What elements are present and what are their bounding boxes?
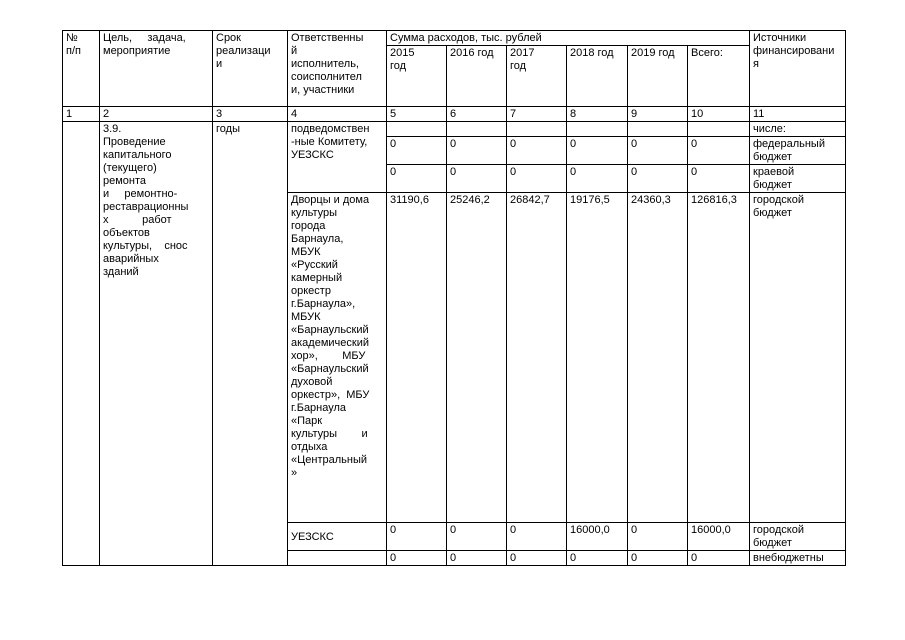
responsible-cell: Дворцы и дома культуры города Барнаула, МБУК «Русский камерный оркестр г.Барнаула», МБУК «Барнаульский академический хор», МБУ «Барнаульский духовой оркестр», МБУ г.Барнаула «Парк культуры и отдыха «Центральный » [288,193,387,523]
header-year-2019: 2019 год [628,46,688,107]
col-number: 6 [447,107,507,122]
value-total: 0 [688,551,750,566]
value-2017: 0 [507,551,567,566]
value-2017: 0 [507,165,567,193]
header-row [63,31,846,46]
col-number: 10 [688,107,750,122]
header-year-2016: 2016 год [447,46,507,107]
value-total: 16000,0 [688,523,750,551]
value-2019: 0 [628,551,688,566]
col-number: 1 [63,107,100,122]
funding-source: краевой бюджет [750,165,846,193]
header-term: Срок реализаци и [213,31,288,107]
funding-source: внебюджетны [750,551,846,566]
value-2016: 25246,2 [447,193,507,523]
col-number: 8 [567,107,628,122]
header-year-2018: 2018 год [567,46,628,107]
value-2017 [507,122,567,137]
item-term: годы [213,122,288,566]
value-2016: 0 [447,551,507,566]
header-goal: Цель, задача, мероприятие [100,31,213,107]
value-total: 0 [688,137,750,165]
item-description: 3.9. Проведение капитального (текущего) ремонта и ремонтно- реставрационны х работ объектов культуры, снос аварийных зданий [100,122,213,566]
header-sources: Источники финансировани я [750,31,846,107]
value-2015: 0 [387,137,447,165]
col-number: 2 [100,107,213,122]
value-2015: 0 [387,523,447,551]
funding-source: городской бюджет [750,523,846,551]
col-number: 4 [288,107,387,122]
value-2017: 26842,7 [507,193,567,523]
value-total [688,122,750,137]
value-2019: 24360,3 [628,193,688,523]
value-total: 126816,3 [688,193,750,523]
responsible-cell: подведомствен -ные Комитету, УЕЗСКС [288,122,387,193]
value-2018: 19176,5 [567,193,628,523]
value-2015: 31190,6 [387,193,447,523]
value-2019: 0 [628,523,688,551]
col-number: 3 [213,107,288,122]
value-2017: 0 [507,523,567,551]
value-2016 [447,122,507,137]
col-number: 5 [387,107,447,122]
value-2018: 16000,0 [567,523,628,551]
funding-source: числе: [750,122,846,137]
table-row [63,122,846,137]
value-2019: 0 [628,137,688,165]
item-number-cell [63,122,100,566]
responsible-cell [288,551,387,566]
value-2018 [567,122,628,137]
header-total: Всего: [688,46,750,107]
value-2018: 0 [567,137,628,165]
value-total: 0 [688,165,750,193]
value-2015: 0 [387,165,447,193]
column-numbers-row [63,107,846,122]
responsible-cell: УЕЗСКС [288,523,387,551]
value-2019: 0 [628,165,688,193]
header-expenses-sum: Сумма расходов, тыс. рублей [387,31,750,46]
col-number: 7 [507,107,567,122]
col-number: 9 [628,107,688,122]
header-year-2017: 2017 год [507,46,567,107]
value-2018: 0 [567,165,628,193]
value-2016: 0 [447,137,507,165]
col-number: 11 [750,107,846,122]
header-responsible: Ответственны й исполнитель, соисполнител и, участники [288,31,387,107]
funding-source: городской бюджет [750,193,846,523]
value-2015: 0 [387,551,447,566]
funding-source: федеральный бюджет [750,137,846,165]
value-2019 [628,122,688,137]
value-2015 [387,122,447,137]
header-num: № п/п [63,31,100,107]
value-2016: 0 [447,165,507,193]
value-2016: 0 [447,523,507,551]
expenses-table [62,30,846,566]
value-2017: 0 [507,137,567,165]
value-2018: 0 [567,551,628,566]
header-year-2015: 2015 год [387,46,447,107]
